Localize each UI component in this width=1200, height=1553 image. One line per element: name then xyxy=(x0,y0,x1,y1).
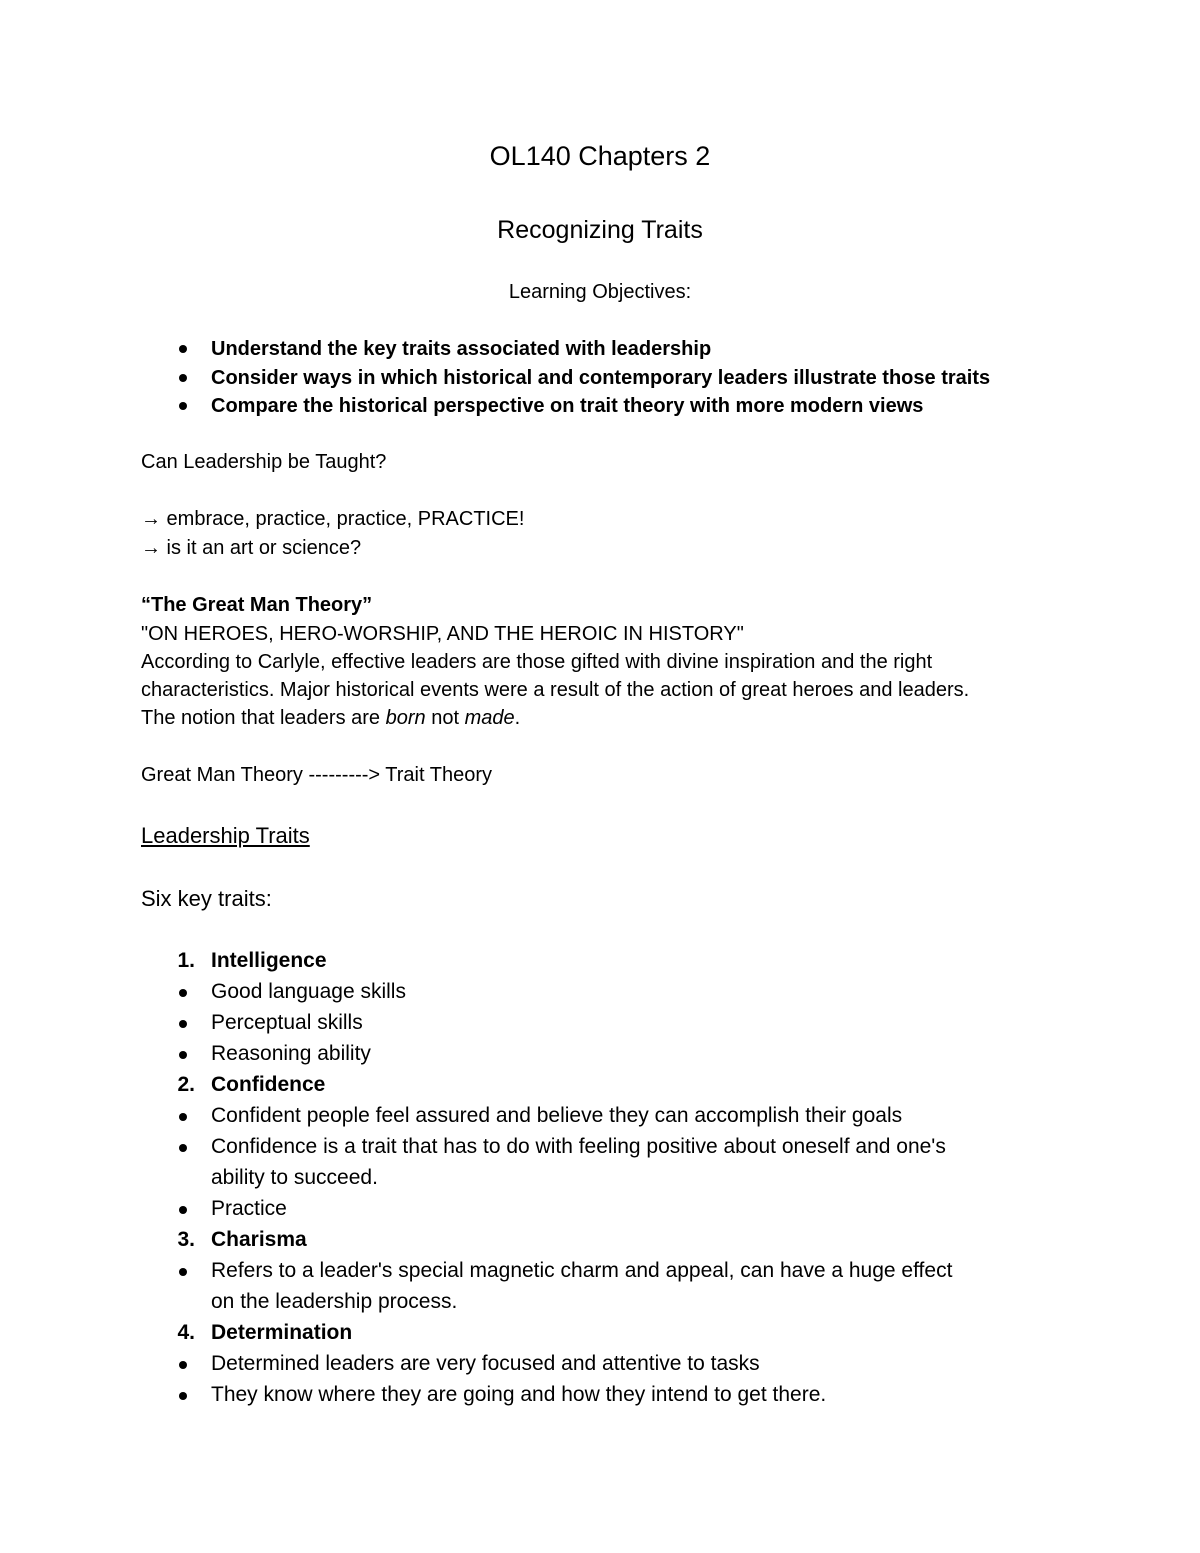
trait-point: Practice xyxy=(211,1197,287,1220)
bullet-icon xyxy=(179,1206,187,1214)
text-segment: The notion that leaders are xyxy=(141,707,386,729)
text-segment: . xyxy=(514,707,521,729)
great-man-quote: "ON HEROES, HERO-WORSHIP, AND THE HEROIC IN HISTORY" xyxy=(141,623,744,645)
trait-number: 2. xyxy=(177,1073,195,1096)
trait-point: Good language skills xyxy=(211,980,406,1003)
bullet-icon xyxy=(179,374,187,382)
trait-point: Perceptual skills xyxy=(211,1011,363,1034)
page-title: OL140 Chapters 2 xyxy=(489,141,711,171)
trait-name: Determination xyxy=(211,1321,353,1344)
trait-number: 4. xyxy=(177,1321,195,1344)
trait-number: 1. xyxy=(177,949,195,972)
theory-transition: Great Man Theory ---------> Trait Theory xyxy=(141,764,492,786)
objective-item: Compare the historical perspective on trait theory with more modern views xyxy=(211,395,924,417)
objective-item: Consider ways in which historical and contemporary leaders illustrate those traits xyxy=(211,367,991,389)
great-man-paragraph-line xyxy=(141,708,520,728)
bullet-icon xyxy=(179,1268,187,1276)
bullet-icon xyxy=(179,1051,187,1059)
bullet-icon xyxy=(179,1392,187,1400)
bullet-icon xyxy=(179,1361,187,1369)
trait-point: Determined leaders are very focused and attentive to tasks xyxy=(211,1352,760,1375)
bullet-icon xyxy=(179,1113,187,1121)
emphasis-made: made xyxy=(464,707,515,729)
great-man-heading: “The Great Man Theory” xyxy=(141,594,373,616)
great-man-paragraph-line: According to Carlyle, effective leaders are those gifted with divine inspiration and the right xyxy=(141,651,933,673)
arrow-line: → embrace, practice, practice, PRACTICE! xyxy=(141,508,525,530)
trait-point: Reasoning ability xyxy=(211,1042,371,1065)
trait-name: Confidence xyxy=(211,1073,326,1096)
question-text: Can Leadership be Taught? xyxy=(141,451,387,473)
bullet-icon xyxy=(179,402,187,410)
trait-point-continuation: on the leadership process. xyxy=(211,1290,458,1313)
trait-point: Confidence is a trait that has to do with feeling positive about oneself and one's xyxy=(211,1135,946,1158)
bullet-icon xyxy=(179,989,187,997)
bullet-icon xyxy=(179,345,187,353)
emphasis-born: born xyxy=(385,707,426,729)
great-man-paragraph-line: characteristics. Major historical events were a result of the action of great heroes and leaders. xyxy=(141,679,970,701)
traits-intro: Six key traits: xyxy=(141,886,272,911)
objectives-label: Learning Objectives: xyxy=(508,281,692,303)
bullet-icon xyxy=(179,1144,187,1152)
page-subtitle: Recognizing Traits xyxy=(497,216,703,244)
traits-heading: Leadership Traits xyxy=(141,823,310,848)
trait-point: Refers to a leader's special magnetic charm and appeal, can have a huge effect xyxy=(211,1259,953,1282)
trait-name: Intelligence xyxy=(211,949,327,972)
trait-point-continuation: ability to succeed. xyxy=(211,1166,378,1189)
arrow-line: → is it an art or science? xyxy=(141,537,362,559)
trait-point: Confident people feel assured and believe they can accomplish their goals xyxy=(211,1104,903,1127)
trait-name: Charisma xyxy=(211,1228,307,1251)
text-segment: not xyxy=(425,707,465,729)
objective-item: Understand the key traits associated with leadership xyxy=(211,338,712,360)
trait-number: 3. xyxy=(177,1228,195,1251)
bullet-icon xyxy=(179,1020,187,1028)
trait-point: They know where they are going and how they intend to get there. xyxy=(211,1383,827,1406)
